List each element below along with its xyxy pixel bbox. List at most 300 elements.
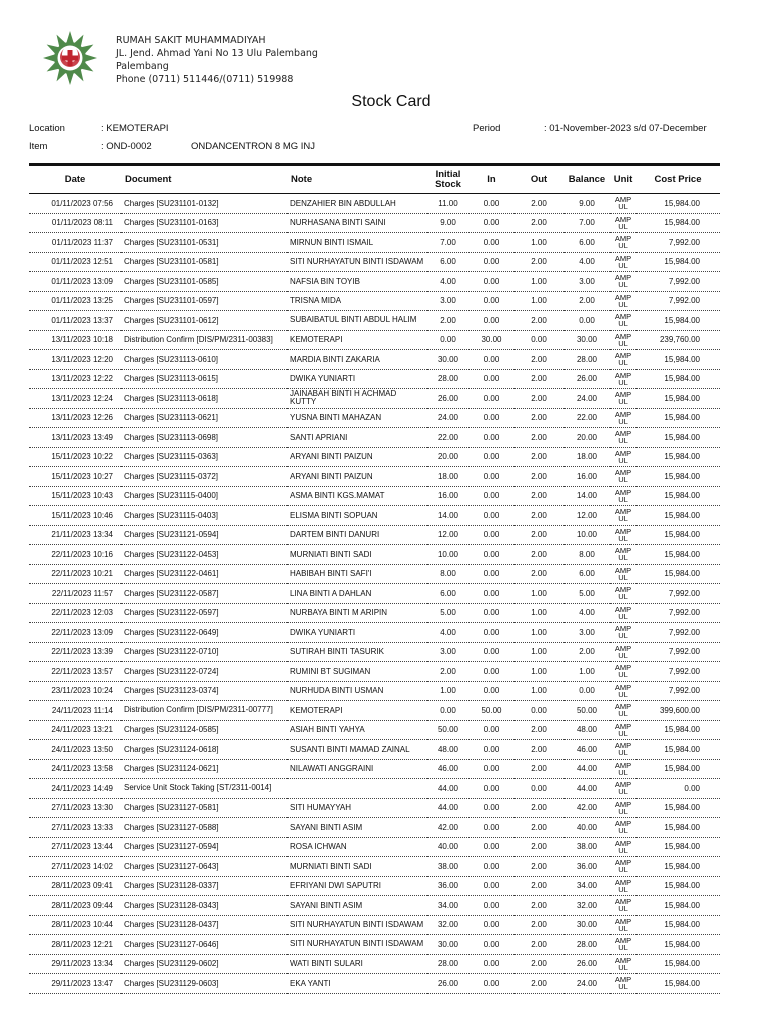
cell-balance: 30.00 [564, 915, 610, 935]
cell-unit: AMP UL [610, 330, 636, 350]
cell-initial-stock: 6.00 [427, 252, 469, 272]
cell-unit: AMP UL [610, 486, 636, 506]
hospital-city: Palembang [116, 61, 169, 72]
cell-initial-stock: 16.00 [427, 486, 469, 506]
cell-initial-stock: 2.00 [427, 311, 469, 331]
cell-initial-stock: 10.00 [427, 545, 469, 565]
cell-balance: 0.00 [564, 681, 610, 701]
cell-unit: AMP UL [610, 954, 636, 974]
cell-balance: 42.00 [564, 798, 610, 818]
cell-unit: AMP UL [610, 506, 636, 526]
cell-note: DWIKA YUNIARTI [287, 369, 427, 389]
cell-note: SUBAIBATUL BINTI ABDUL HALIM [287, 311, 427, 331]
cell-initial-stock: 8.00 [427, 564, 469, 584]
table-header-row [29, 165, 720, 194]
cell-cost-price: 15,984.00 [636, 389, 720, 409]
cell-note: SUSANTI BINTI MAMAD ZAINAL [287, 740, 427, 760]
cell-note: NAFSIA BIN TOYIB [287, 272, 427, 292]
cell-cost-price: 15,984.00 [636, 876, 720, 896]
cell-note: NURHASANA BINTI SAINI [287, 213, 427, 233]
cell-document: Distribution Confirm [DIS/PM/2311-00383] [121, 330, 287, 350]
cell-document: Charges [SU231127-0588] [121, 818, 287, 838]
cell-date: 13/11/2023 12:20 [29, 350, 121, 370]
table-row [29, 389, 720, 409]
cell-balance: 36.00 [564, 857, 610, 877]
cell-unit: AMP UL [610, 369, 636, 389]
cell-cost-price: 15,984.00 [636, 467, 720, 487]
col-document: Document [121, 165, 287, 194]
cell-cost-price: 7,992.00 [636, 662, 720, 682]
location-value: : KEMOTERAPI [101, 123, 169, 134]
cell-in: 0.00 [469, 545, 514, 565]
cell-unit: AMP UL [610, 311, 636, 331]
cell-in: 0.00 [469, 369, 514, 389]
cell-date: 13/11/2023 12:22 [29, 369, 121, 389]
cell-balance: 24.00 [564, 389, 610, 409]
cell-out: 2.00 [514, 525, 564, 545]
cell-initial-stock: 22.00 [427, 428, 469, 448]
cell-document: Charges [SU231128-0437] [121, 915, 287, 935]
cell-initial-stock: 20.00 [427, 447, 469, 467]
cell-date: 13/11/2023 13:49 [29, 428, 121, 448]
cell-in: 0.00 [469, 896, 514, 916]
cell-unit: AMP UL [610, 213, 636, 233]
cell-cost-price: 7,992.00 [636, 642, 720, 662]
cell-out: 2.00 [514, 857, 564, 877]
cell-date: 24/11/2023 13:58 [29, 759, 121, 779]
cell-out: 1.00 [514, 272, 564, 292]
cell-date: 01/11/2023 13:25 [29, 291, 121, 311]
cell-document: Charges [SU231101-0163] [121, 213, 287, 233]
cell-balance: 4.00 [564, 603, 610, 623]
cell-note: YUSNA BINTI MAHAZAN [287, 408, 427, 428]
hospital-logo [40, 30, 100, 86]
cell-out: 2.00 [514, 467, 564, 487]
cell-initial-stock: 26.00 [427, 974, 469, 994]
cell-initial-stock: 9.00 [427, 213, 469, 233]
cell-initial-stock: 44.00 [427, 798, 469, 818]
cell-cost-price: 15,984.00 [636, 486, 720, 506]
cell-date: 22/11/2023 13:57 [29, 662, 121, 682]
page-title: Stock Card [351, 93, 431, 110]
cell-unit: AMP UL [610, 720, 636, 740]
cell-in: 0.00 [469, 954, 514, 974]
cell-document: Charges [SU231101-0612] [121, 311, 287, 331]
cell-out: 2.00 [514, 798, 564, 818]
cell-date: 22/11/2023 10:21 [29, 564, 121, 584]
cell-unit: AMP UL [610, 428, 636, 448]
cell-initial-stock: 50.00 [427, 720, 469, 740]
item-label: Item [29, 141, 48, 152]
cell-unit: AMP UL [610, 272, 636, 292]
cell-balance: 26.00 [564, 369, 610, 389]
cell-cost-price: 7,992.00 [636, 233, 720, 253]
cell-note: MURNIATI BINTI SADI [287, 857, 427, 877]
cell-in: 0.00 [469, 974, 514, 994]
cell-document: Charges [SU231128-0337] [121, 876, 287, 896]
cell-cost-price: 7,992.00 [636, 603, 720, 623]
cell-in: 0.00 [469, 233, 514, 253]
cell-balance: 2.00 [564, 642, 610, 662]
cell-document: Charges [SU231101-0585] [121, 272, 287, 292]
cell-in: 0.00 [469, 876, 514, 896]
cell-out: 2.00 [514, 876, 564, 896]
cell-initial-stock: 40.00 [427, 837, 469, 857]
cell-cost-price: 15,984.00 [636, 506, 720, 526]
cell-cost-price: 15,984.00 [636, 954, 720, 974]
cell-unit: AMP UL [610, 662, 636, 682]
cell-note: KEMOTERAPI [287, 330, 427, 350]
col-initial-stock: Initial Stock [427, 165, 469, 194]
cell-balance: 28.00 [564, 935, 610, 955]
cell-cost-price: 0.00 [636, 779, 720, 799]
cell-cost-price: 15,984.00 [636, 759, 720, 779]
cell-note: NILAWATI ANGGRAINI [287, 759, 427, 779]
cell-date: 28/11/2023 09:44 [29, 896, 121, 916]
location-label: Location [29, 123, 65, 134]
cell-date: 28/11/2023 09:41 [29, 876, 121, 896]
table-row [29, 759, 720, 779]
cell-unit: AMP UL [610, 915, 636, 935]
cell-initial-stock: 34.00 [427, 896, 469, 916]
cell-unit: AMP UL [610, 525, 636, 545]
cell-note: SAYANI BINTI ASIM [287, 818, 427, 838]
cell-in: 0.00 [469, 272, 514, 292]
cell-date: 13/11/2023 10:18 [29, 330, 121, 350]
cell-cost-price: 399,600.00 [636, 701, 720, 721]
table-row [29, 740, 720, 760]
cell-note: KEMOTERAPI [287, 701, 427, 721]
cell-out: 2.00 [514, 954, 564, 974]
cell-in: 0.00 [469, 837, 514, 857]
cell-initial-stock: 1.00 [427, 681, 469, 701]
table-row [29, 798, 720, 818]
cell-cost-price: 15,984.00 [636, 915, 720, 935]
cell-cost-price: 15,984.00 [636, 545, 720, 565]
cell-cost-price: 7,992.00 [636, 623, 720, 643]
table-row [29, 720, 720, 740]
cell-note: MARDIA BINTI ZAKARIA [287, 350, 427, 370]
cell-note: DWIKA YUNIARTI [287, 623, 427, 643]
cell-document: Charges [SU231127-0643] [121, 857, 287, 877]
cell-note: WATI BINTI SULARI [287, 954, 427, 974]
col-unit: Unit [610, 165, 636, 194]
col-balance: Balance [564, 165, 610, 194]
cell-balance: 6.00 [564, 564, 610, 584]
cell-out: 2.00 [514, 740, 564, 760]
cell-date: 15/11/2023 10:27 [29, 467, 121, 487]
cell-cost-price: 15,984.00 [636, 837, 720, 857]
table-row [29, 954, 720, 974]
cell-in: 0.00 [469, 506, 514, 526]
cell-unit: AMP UL [610, 623, 636, 643]
cell-balance: 34.00 [564, 876, 610, 896]
period-label: Period [473, 123, 501, 134]
cell-out: 2.00 [514, 896, 564, 916]
cell-unit: AMP UL [610, 896, 636, 916]
cell-date: 21/11/2023 13:34 [29, 525, 121, 545]
table-row [29, 369, 720, 389]
cell-document: Charges [SU231122-0649] [121, 623, 287, 643]
cell-note: JAINABAH BINTI H ACHMAD KUTTY [287, 389, 427, 409]
cell-cost-price: 15,984.00 [636, 428, 720, 448]
cell-initial-stock: 2.00 [427, 662, 469, 682]
cell-cost-price: 7,992.00 [636, 291, 720, 311]
cell-out: 2.00 [514, 974, 564, 994]
cell-cost-price: 7,992.00 [636, 681, 720, 701]
cell-unit: AMP UL [610, 740, 636, 760]
cell-balance: 0.00 [564, 311, 610, 331]
cell-cost-price: 15,984.00 [636, 525, 720, 545]
cell-unit: AMP UL [610, 798, 636, 818]
item-code: : OND-0002 [101, 141, 152, 152]
cell-initial-stock: 6.00 [427, 584, 469, 604]
stock-card-table [29, 163, 720, 994]
table-row [29, 233, 720, 253]
cell-out: 2.00 [514, 428, 564, 448]
cell-cost-price: 7,992.00 [636, 272, 720, 292]
cell-out: 1.00 [514, 233, 564, 253]
cell-in: 0.00 [469, 662, 514, 682]
cell-balance: 18.00 [564, 447, 610, 467]
cell-balance: 30.00 [564, 330, 610, 350]
cell-in: 0.00 [469, 798, 514, 818]
cell-cost-price: 239,760.00 [636, 330, 720, 350]
cell-unit: AMP UL [610, 545, 636, 565]
cell-in: 0.00 [469, 720, 514, 740]
table-row [29, 779, 720, 799]
table-row [29, 642, 720, 662]
cell-initial-stock: 14.00 [427, 506, 469, 526]
cell-out: 2.00 [514, 408, 564, 428]
cell-document: Charges [SU231113-0610] [121, 350, 287, 370]
cell-in: 0.00 [469, 311, 514, 331]
cell-balance: 5.00 [564, 584, 610, 604]
table-row [29, 545, 720, 565]
cell-cost-price: 15,984.00 [636, 857, 720, 877]
cell-date: 01/11/2023 12:51 [29, 252, 121, 272]
cell-note: ROSA ICHWAN [287, 837, 427, 857]
cell-in: 0.00 [469, 194, 514, 214]
cell-initial-stock: 3.00 [427, 291, 469, 311]
cell-initial-stock: 48.00 [427, 740, 469, 760]
cell-date: 27/11/2023 13:44 [29, 837, 121, 857]
cell-balance: 8.00 [564, 545, 610, 565]
cell-initial-stock: 46.00 [427, 759, 469, 779]
cell-initial-stock: 11.00 [427, 194, 469, 214]
cell-unit: AMP UL [610, 759, 636, 779]
cell-in: 0.00 [469, 213, 514, 233]
cell-note: SITI NURHAYATUN BINTI ISDAWAM [287, 915, 427, 935]
cell-unit: AMP UL [610, 935, 636, 955]
cell-cost-price: 15,984.00 [636, 194, 720, 214]
cell-document: Charges [SU231124-0585] [121, 720, 287, 740]
cell-document: Charges [SU231115-0400] [121, 486, 287, 506]
cell-document: Charges [SU231124-0618] [121, 740, 287, 760]
cell-date: 15/11/2023 10:46 [29, 506, 121, 526]
cell-document: Charges [SU231101-0597] [121, 291, 287, 311]
cell-date: 24/11/2023 13:50 [29, 740, 121, 760]
cell-date: 22/11/2023 13:39 [29, 642, 121, 662]
cell-out: 2.00 [514, 447, 564, 467]
cell-document: Charges [SU231122-0587] [121, 584, 287, 604]
cell-unit: AMP UL [610, 564, 636, 584]
cell-unit: AMP UL [610, 876, 636, 896]
cell-document: Charges [SU231122-0453] [121, 545, 287, 565]
cell-initial-stock: 7.00 [427, 233, 469, 253]
cell-balance: 40.00 [564, 818, 610, 838]
cell-out: 2.00 [514, 350, 564, 370]
cell-out: 2.00 [514, 389, 564, 409]
cell-in: 0.00 [469, 408, 514, 428]
cell-document: Charges [SU231123-0374] [121, 681, 287, 701]
cell-date: 13/11/2023 12:26 [29, 408, 121, 428]
cell-cost-price: 15,984.00 [636, 350, 720, 370]
cell-date: 28/11/2023 12:21 [29, 935, 121, 955]
cell-initial-stock: 30.00 [427, 350, 469, 370]
cell-out: 2.00 [514, 213, 564, 233]
hospital-address: JL. Jend. Ahmad Yani No 13 Ulu Palembang [116, 48, 318, 59]
cell-in: 50.00 [469, 701, 514, 721]
cell-out: 1.00 [514, 681, 564, 701]
cell-in: 30.00 [469, 330, 514, 350]
cell-initial-stock: 4.00 [427, 623, 469, 643]
cell-document: Charges [SU231129-0603] [121, 974, 287, 994]
table-row [29, 330, 720, 350]
cell-cost-price: 7,992.00 [636, 584, 720, 604]
cell-cost-price: 15,984.00 [636, 974, 720, 994]
cell-initial-stock: 18.00 [427, 467, 469, 487]
cell-document: Charges [SU231113-0698] [121, 428, 287, 448]
cell-in: 0.00 [469, 915, 514, 935]
cell-note: SAYANI BINTI ASIM [287, 896, 427, 916]
cell-balance: 22.00 [564, 408, 610, 428]
cell-balance: 20.00 [564, 428, 610, 448]
cell-document: Charges [SU231127-0594] [121, 837, 287, 857]
cell-out: 1.00 [514, 291, 564, 311]
cell-unit: AMP UL [610, 642, 636, 662]
cell-date: 24/11/2023 11:14 [29, 701, 121, 721]
cell-initial-stock: 28.00 [427, 369, 469, 389]
cell-date: 15/11/2023 10:43 [29, 486, 121, 506]
cell-out: 0.00 [514, 779, 564, 799]
cell-out: 2.00 [514, 545, 564, 565]
cell-document: Charges [SU231113-0618] [121, 389, 287, 409]
cell-cost-price: 15,984.00 [636, 818, 720, 838]
cell-out: 2.00 [514, 506, 564, 526]
cell-date: 13/11/2023 12:24 [29, 389, 121, 409]
cell-balance: 32.00 [564, 896, 610, 916]
col-out: Out [514, 165, 564, 194]
col-cost-price: Cost Price [636, 165, 720, 194]
cell-unit: AMP UL [610, 584, 636, 604]
table-row [29, 584, 720, 604]
cell-date: 22/11/2023 11:57 [29, 584, 121, 604]
cell-date: 15/11/2023 10:22 [29, 447, 121, 467]
cell-out: 0.00 [514, 330, 564, 350]
cell-initial-stock: 30.00 [427, 935, 469, 955]
table-row [29, 525, 720, 545]
cell-in: 0.00 [469, 603, 514, 623]
cell-in: 0.00 [469, 389, 514, 409]
cell-cost-price: 15,984.00 [636, 935, 720, 955]
cell-date: 01/11/2023 13:37 [29, 311, 121, 331]
period-value: : 01-November-2023 s/d 07-December [544, 123, 707, 134]
table-row [29, 272, 720, 292]
cell-document: Charges [SU231121-0594] [121, 525, 287, 545]
cell-balance: 48.00 [564, 720, 610, 740]
table-row [29, 350, 720, 370]
cell-initial-stock: 0.00 [427, 330, 469, 350]
cell-initial-stock: 24.00 [427, 408, 469, 428]
hospital-info [116, 34, 318, 86]
cell-initial-stock: 44.00 [427, 779, 469, 799]
cell-date: 28/11/2023 10:44 [29, 915, 121, 935]
cell-in: 0.00 [469, 857, 514, 877]
cell-balance: 1.00 [564, 662, 610, 682]
col-note: Note [287, 165, 427, 194]
cell-initial-stock: 26.00 [427, 389, 469, 409]
cell-document: Distribution Confirm [DIS/PM/2311-00777] [121, 701, 287, 721]
cell-note: ELISMA BINTI SOPUAN [287, 506, 427, 526]
cell-out: 0.00 [514, 701, 564, 721]
cell-balance: 3.00 [564, 623, 610, 643]
cell-balance: 38.00 [564, 837, 610, 857]
cell-initial-stock: 0.00 [427, 701, 469, 721]
cell-document: Charges [SU231129-0602] [121, 954, 287, 974]
cell-initial-stock: 4.00 [427, 272, 469, 292]
table-row [29, 428, 720, 448]
cell-note: NURBAYA BINTI M ARIPIN [287, 603, 427, 623]
cell-out: 1.00 [514, 584, 564, 604]
cell-unit: AMP UL [610, 389, 636, 409]
cell-balance: 26.00 [564, 954, 610, 974]
table-row [29, 837, 720, 857]
cell-out: 1.00 [514, 603, 564, 623]
cell-document: Charges [SU231128-0343] [121, 896, 287, 916]
cell-initial-stock: 12.00 [427, 525, 469, 545]
cell-date: 27/11/2023 13:33 [29, 818, 121, 838]
cell-document: Charges [SU231101-0531] [121, 233, 287, 253]
cell-document: Charges [SU231124-0621] [121, 759, 287, 779]
cell-in: 0.00 [469, 350, 514, 370]
table-row [29, 974, 720, 994]
cell-date: 01/11/2023 11:37 [29, 233, 121, 253]
cell-unit: AMP UL [610, 408, 636, 428]
cell-balance: 28.00 [564, 350, 610, 370]
cell-cost-price: 15,984.00 [636, 213, 720, 233]
table-row [29, 467, 720, 487]
cell-balance: 9.00 [564, 194, 610, 214]
hospital-name: RUMAH SAKIT MUHAMMADIYAH [116, 35, 266, 46]
cell-out: 1.00 [514, 642, 564, 662]
cell-unit: AMP UL [610, 467, 636, 487]
cell-unit: AMP UL [610, 291, 636, 311]
cell-in: 0.00 [469, 759, 514, 779]
cell-out: 2.00 [514, 915, 564, 935]
cell-note: LINA BINTI A DAHLAN [287, 584, 427, 604]
table-row [29, 701, 720, 721]
cell-out: 2.00 [514, 194, 564, 214]
table-row [29, 603, 720, 623]
table-row [29, 506, 720, 526]
cell-note: DARTEM BINTI DANURI [287, 525, 427, 545]
cell-cost-price: 15,984.00 [636, 564, 720, 584]
cell-balance: 50.00 [564, 701, 610, 721]
cell-balance: 6.00 [564, 233, 610, 253]
cell-date: 01/11/2023 07:56 [29, 194, 121, 214]
table-row [29, 252, 720, 272]
